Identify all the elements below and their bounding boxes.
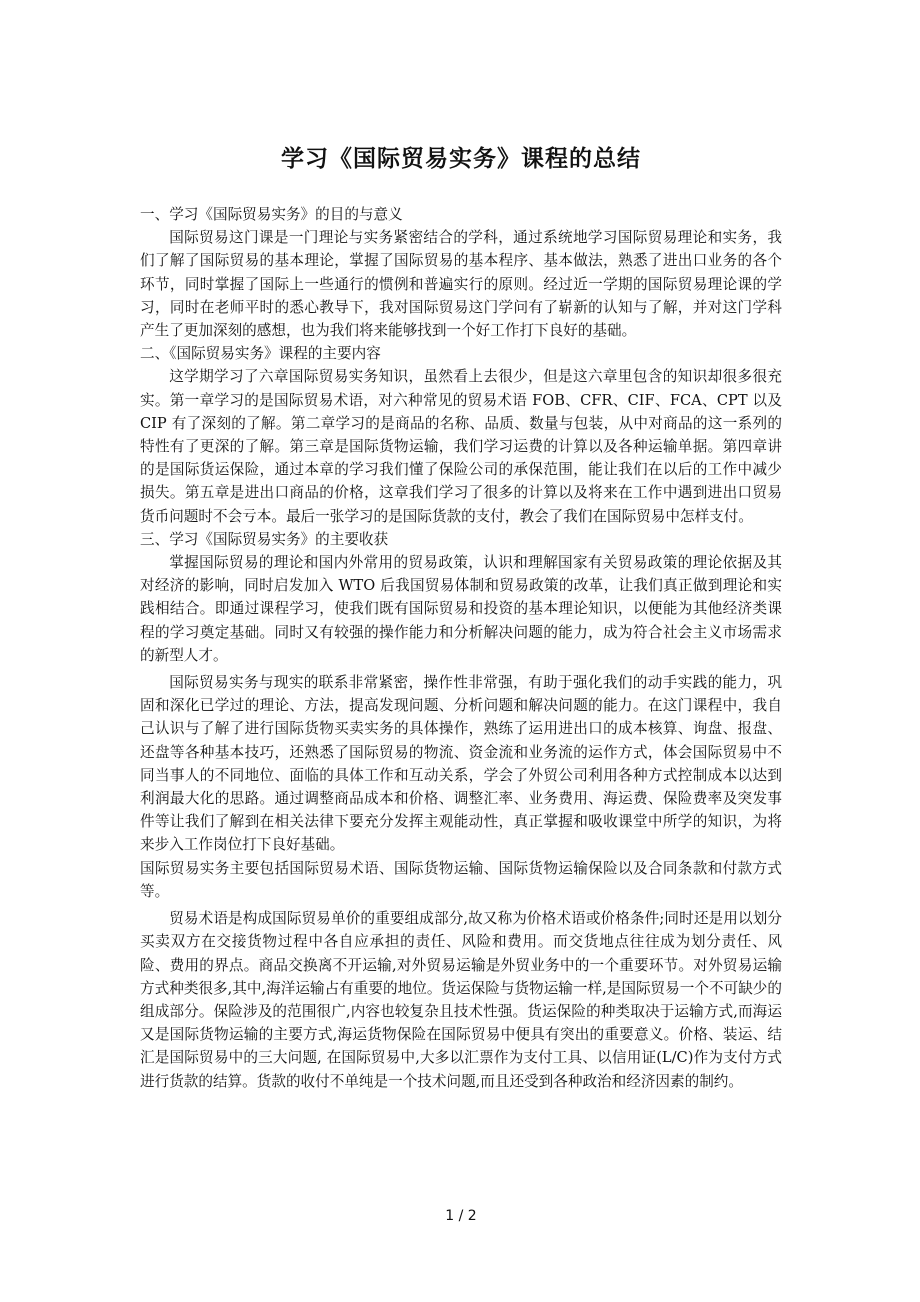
- section-heading: 二、《国际贸易实务》课程的主要内容: [140, 345, 381, 363]
- paragraph: 国际贸易实务主要包括国际贸易术语、国际货物运输、国际货物运输保险以及合同条款和付款方式等。: [140, 859, 782, 900]
- paragraph: 贸易术语是构成国际贸易单价的重要组成部分,故又称为价格术语或价格条件;同时还是用以划分买卖双方在交接货物过程中各自应承担的责任、风险和费用。而交货地点往往成为划分责任、风险、费用的界点。商品交换离不开运输,对外贸易运输是外贸业务中的一个重要环节。对外贸易运输方式种类很多,其中,海洋运输占有重要的地位。货运保险与货物运输一样,是国际贸易一个不可缺少的组成部分。保险涉及的范围很广,内容也较复杂且技术性强。货运保险的种类取决于运输方式,而海运又是国际货物运输的主要方式,海运货物保险在国际贸易中便具有突出的重要意义。价格、装运、结汇是国际贸易中的三大问题, 在国际贸易中,大多以汇票作为支付工具、以信用证(L/C)作为支付方式进行货款的结算。货款的收付不单纯是一个技术问题,而且还受到各种政治和经济因素的制约。: [140, 910, 782, 1090]
- page-title: 学习《国际贸易实务》课程的总结: [281, 146, 641, 172]
- document-body: [140, 203, 782, 1093]
- page-number: 1 / 2: [445, 1208, 477, 1224]
- paragraph: 掌握国际贸易的理论和国内外常用的贸易政策，认识和理解国家有关贸易政策的理论依据及其对经济的影响，同时启发加入 WTO 后我国贸易体制和贸易政策的改革，让我们真正做到理论和实践相结合。即通过课程学习，使我们既有国际贸易和投资的基本理论知识，以便能为其他经济类课程的学习奠定基础。同时又有较强的操作能力和分析解决问题的能力，成为符合社会主义市场需求的新型人才。: [140, 554, 782, 664]
- document-page: [140, 0, 782, 1302]
- paragraph: 国际贸易这门课是一门理论与实务紧密结合的学科，通过系统地学习国际贸易理论和实务，我们了解了国际贸易的基本理论，掌握了国际贸易的基本程序、基本做法，熟悉了进出口业务的各个环节，同时掌握了国际上一些通行的惯例和普遍实行的原则。经过近一学期的国际贸易理论课的学习，同时在老师平时的悉心教导下，我对国际贸易这门学问有了崭新的认知与了解，并对这门学科产生了更加深刻的感想，也为我们将来能够找到一个好工作打下良好的基础。: [140, 229, 782, 340]
- paragraph: 国际贸易实务与现实的联系非常紧密，操作性非常强，有助于强化我们的动手实践的能力，巩固和深化已学过的理论、方法，提高发现问题、分析问题和解决问题的能力。在这门课程中，我自己认识与了解了进行国际货物买卖实务的具体操作，熟练了运用进出口的成本核算、询盘、报盘、还盘等各种基本技巧，还熟悉了国际贸易的物流、资金流和业务流的运作方式，体会国际贸易中不同当事人的不同地位、面临的具体工作和互动关系，学会了外贸公司利用各种方式控制成本以达到利润最大化的思路。通过调整商品成本和价格、调整汇率、业务费用、海运费、保险费率及突发事件等让我们了解到在相关法律下要充分发挥主观能动性，真正掌握和吸收课堂中所学的知识，为将来步入工作岗位打下良好基础。: [140, 674, 782, 854]
- section-heading: 一、学习《国际贸易实务》的目的与意义: [140, 206, 403, 223]
- paragraph: 这学期学习了六章国际贸易实务知识，虽然看上去很少，但是这六章里包含的知识却很多很充实。第一章学习的是国际贸易术语，对六种常见的贸易术语 FOB、CFR、CIF、FCA、CPT 以及 CIP 有了深刻的了解。第二章学习的是商品的名称、品质、数量与包装，从中对商品的这一系列的特性有了更深的了解。第三章是国际货物运输，我们学习运费的计算以及各种运输单据。第四章讲的是国际货运保险，通过本章的学习我们懂了保险公司的承保范围，能让我们在以后的工作中减少损失。第五章是进出口商品的价格，这章我们学习了很多的计算以及将来在工作中遇到进出口贸易货币问题时不会亏本。最后一张学习的是国际货款的支付，教会了我们在国际贸易中怎样支付。: [140, 368, 782, 525]
- section-heading: 三、学习《国际贸易实务》的主要收获: [140, 530, 389, 548]
